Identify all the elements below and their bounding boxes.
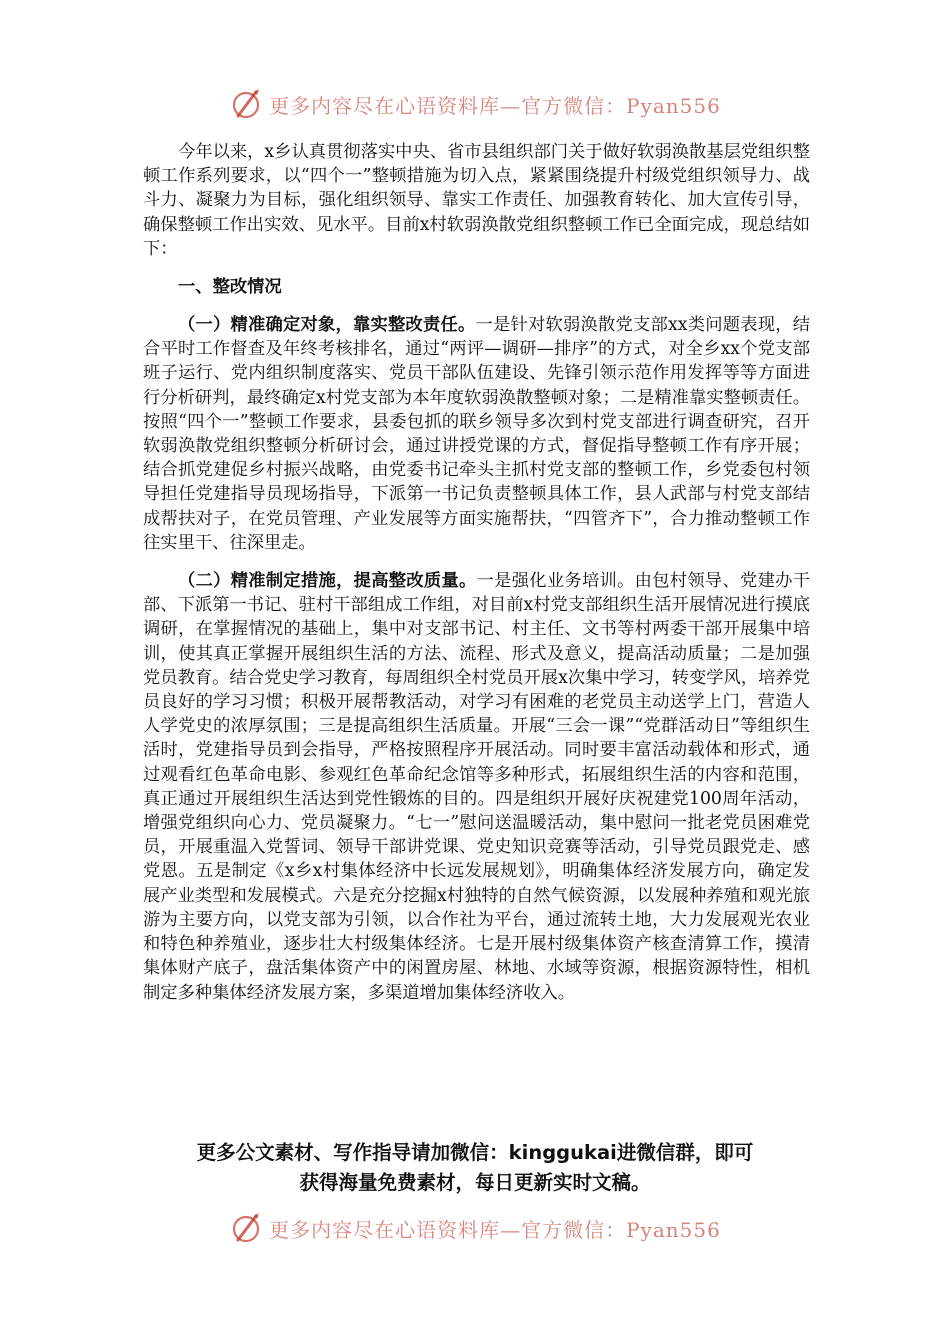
watermark-text: 更多内容尽在心语资料库—官方微信：Pyan556 [269,93,721,118]
watermark-banner-top [0,84,950,124]
paragraph-1-lead: （一）精准确定对象，靠实整改责任。 [178,315,476,336]
promo-line-2: 获得海量免费素材，每日更新实时文稿。 [299,1171,651,1194]
paragraph-2-body: 一是强化业务培训。由包村领导、党建办干部、下派第一书记、驻村干部组成工作组，对目前x村党支部组织生活开展情况进行摸底调研，在掌握情况的基础上，集中对支部书记、村主任、文书等村两委干部开展集中培训，使其真正掌握开展组织生活的方法、流程、形式及意义，提高活动质量；二是加强党员教育。结合党史学习教育，每周组织全村党员开展x次集中学习，转变学风，培养党员良好的学习习惯；积极开展帮教活动，对学习有困难的老党员主动送学上门，营造人人学党史的浓厚氛围；三是提高组织生活质量。开展“三会一课”“党群活动日”等组织生活时，党建指导员到会指导，严格按照程序开展活动。同时要丰富活动载体和形式，通过观看红色革命电影、参观红色革命纪念馆等多种形式，拓展组织生活的内容和范围，真正通过开展组织生活达到党性锻炼的目的。四是组织开展好庆祝建党100周年活动，增强党组织向心力、党员凝聚力。“七一”慰问送温暖活动，集中慰问一批老党员困难党员，开展重温入党誓词、领导干部讲党课、党史知识竞赛等活动，引导党员跟党走、感党恩。五是制定《x乡x村集体经济中长远发展规划》，明确集体经济发展方向，确定发展产业类型和发展模式。六是充分挖掘x村独特的自然气候资源，以发展种养殖和观光旅游为主要方向，以党支部为引领，以合作社为平台，通过流转土地，大力发展观光农业和特色种养殖业，逐步壮大村级集体经济。七是开展村级集体资产核查清算工作，摸清集体财产底子，盘活集体资产中的闲置房屋、林地、水域等资源，根据资源特性，相机制定多种集体经济发展方案，多渠道增加集体经济收入。 [143,571,810,1003]
watermark-banner-bottom [0,1208,950,1248]
document-body [143,140,810,1019]
paragraph-2 [143,569,810,1005]
paragraph-2-lead: （二）精准制定措施，提高整改质量。 [178,571,477,592]
section-heading: 一、整改情况 [178,277,282,298]
pen-circle-icon [229,86,265,122]
promo-line-1: 更多公文素材、写作指导请加微信：kinggukai进微信群，即可 [196,1141,754,1164]
watermark-text: 更多内容尽在心语资料库—官方微信：Pyan556 [269,1217,721,1242]
promo-note [100,1138,850,1198]
paragraph-1-body: 一是针对软弱涣散党支部xx类问题表现，结合平时工作督查及年终考核排名，通过“两评—调研—排序”的方式，对全乡xx个党支部班子运行、党内组织制度落实、党员干部队伍建设、先锋引领示范作用发挥等等方面进行分析研判，最终确定x村党支部为本年度软弱涣散整顿对象；二是精准靠实整顿责任。按照“四个一”整顿工作要求，县委包抓的联乡领导多次到村党支部进行调查研究，召开软弱涣散党组织整顿分析研讨会，通过讲授党课的方式，督促指导整顿工作有序开展；结合抓党建促乡村振兴战略，由党委书记牵头主抓村党支部的整顿工作，乡党委包村领导担任党建指导员现场指导，下派第一书记负责整顿具体工作，县人武部与村党支部结成帮扶对子，在党员管理、产业发展等方面实施帮扶，“四管齐下”，合力推动整顿工作往实里干、往深里走。 [143,315,810,553]
intro-paragraph: 今年以来，x乡认真贯彻落实中央、省市县组织部门关于做好软弱涣散基层党组织整顿工作系列要求，以“四个一”整顿措施为切入点，紧紧围绕提升村级党组织领导力、战斗力、凝聚力为目标，强化组织领导、靠实工作责任、加强教育转化、加大宣传引导，确保整顿工作出实效、见水平。目前x村软弱涣散党组织整顿工作已全面完成，现总结如下： [143,142,810,259]
paragraph-1 [143,313,810,555]
pen-circle-icon [229,1210,265,1246]
